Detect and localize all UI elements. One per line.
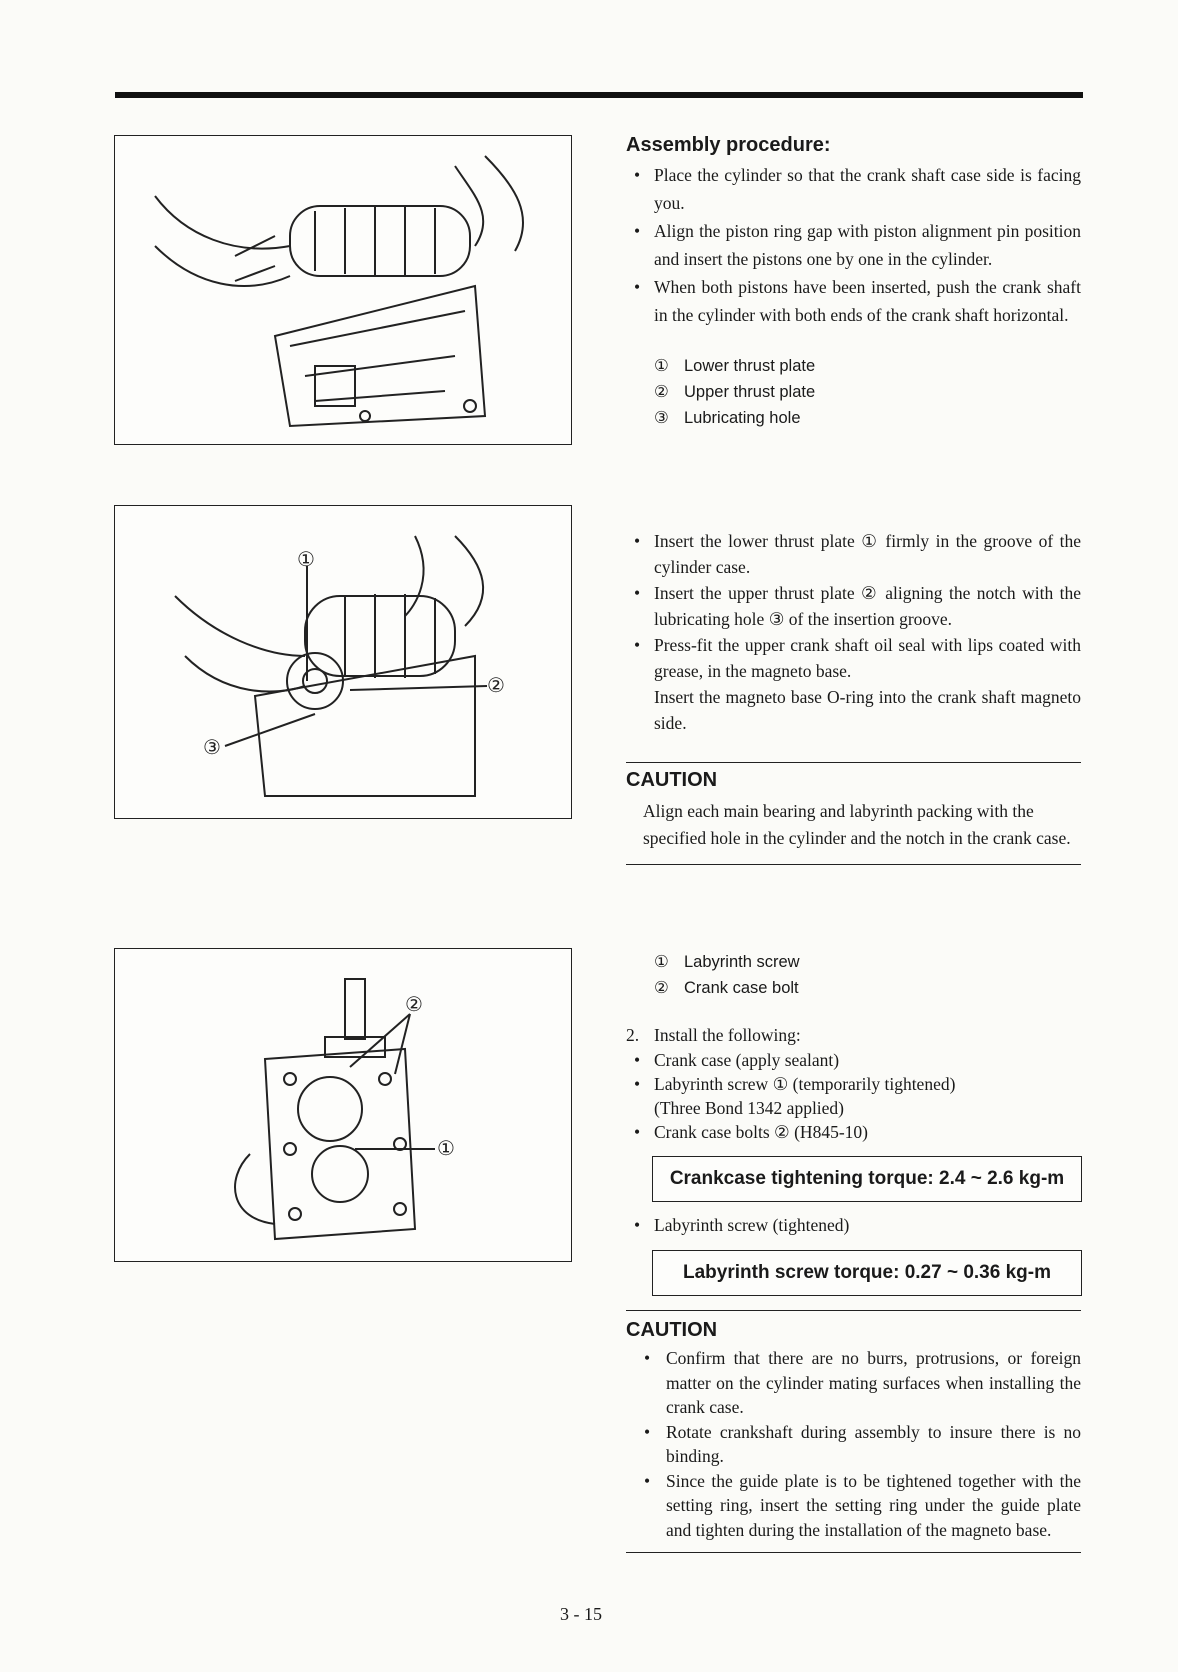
crankshaft-insertion-illustration <box>115 136 571 444</box>
legend-num: ① <box>654 357 669 375</box>
assembly-heading: Assembly procedure: <box>626 134 831 156</box>
item-labyrinth-tightened: • Labyrinth screw (tightened) <box>626 1211 1081 1239</box>
caution-burrs: • Confirm that there are no burrs, protrusions, or foreign matter on the cylinder mating surfaces when installing the crank case. <box>626 1346 1081 1420</box>
caution2-top-rule <box>626 1310 1081 1311</box>
legend-num: ② <box>654 979 669 997</box>
torque-box-labyrinth <box>652 1250 1082 1296</box>
bullet-press-fit-continuation: Insert the magneto base O-ring into the crank shaft magneto side. <box>654 687 1081 733</box>
leader-line-3 <box>225 714 315 746</box>
leader-line-2 <box>350 686 487 690</box>
item-list-2 <box>626 1211 1081 1239</box>
item-crank-case: • Crank case (apply sealant) <box>626 1048 1081 1072</box>
caution-bottom-rule <box>626 864 1081 865</box>
page-number: 3 - 15 <box>560 1604 602 1624</box>
legend-num: ③ <box>654 409 669 427</box>
item-labyrinth-screw <box>626 1072 1081 1120</box>
legend-lubricating-hole: Lubricating hole <box>684 409 801 427</box>
caution-text-1: Align each main bearing and labyrinth packing with the specified hole in the cylinder and the notch in the crank case. <box>643 801 1071 848</box>
crankcase-section <box>626 949 1081 1144</box>
caution-section-2 <box>626 1310 1081 1553</box>
top-rule <box>115 92 1083 98</box>
bullet-lower-thrust: • Insert the lower thrust plate ① firmly in the groove of the cylinder case. <box>626 528 1081 580</box>
legend-1 <box>626 353 1081 431</box>
fig2-callout-3: ③ <box>203 737 221 759</box>
thrust-plate-section <box>626 528 1081 865</box>
bullet-push-crankshaft: • When both pistons have been inserted, push the crank shaft in the cylinder with both ends of the crank shaft horizontal. <box>626 273 1081 329</box>
bullet-align-piston: • Align the piston ring gap with piston alignment pin position and insert the pistons one by one in the cylinder. <box>626 217 1081 273</box>
torque-crankcase: Crankcase tightening torque: 2.4 ~ 2.6 kg-m <box>669 1168 1065 1189</box>
fig2-callout-2: ② <box>487 675 505 697</box>
torque-labyrinth: Labyrinth screw torque: 0.27 ~ 0.36 kg-m <box>683 1262 1051 1283</box>
step-text: Install the following: <box>654 1025 801 1045</box>
caution-top-rule <box>626 762 1081 763</box>
legend-labyrinth-screw: Labyrinth screw <box>684 953 800 971</box>
legend-2 <box>626 949 1081 1001</box>
figure-crankcase-bolts <box>114 948 572 1262</box>
caution-rotate: • Rotate crankshaft during assembly to insure there is no binding. <box>626 1420 1081 1469</box>
fig3-callout-2: ② <box>405 994 423 1016</box>
fig2-callout-1: ① <box>297 549 315 571</box>
thrust-plates-illustration <box>115 506 571 818</box>
figure-thrust-plates <box>114 505 572 819</box>
item-labyrinth-note: (Three Bond 1342 applied) <box>654 1098 845 1118</box>
legend-num: ② <box>654 383 669 401</box>
legend-lower-thrust-plate: Lower thrust plate <box>684 357 816 375</box>
crankcase-bolts-illustration <box>115 949 571 1261</box>
bullet-place-cylinder: • Place the cylinder so that the crank shaft case side is facing you. <box>626 161 1081 217</box>
bullet-press-fit <box>626 632 1081 736</box>
caution-heading-1: CAUTION <box>626 769 718 791</box>
assembly-procedure-section <box>626 134 1081 431</box>
figure-crankshaft-insertion <box>114 135 572 445</box>
bullet-press-fit-text: Press-fit the upper crank shaft oil seal with lips coated with grease, in the magneto base. <box>654 635 1081 681</box>
step-2 <box>626 1023 1081 1048</box>
caution-guide-plate: • Since the guide plate is to be tightened together with the setting ring, insert the setting ring under the guide plate and tighten during the installation of the magneto base. <box>626 1469 1081 1543</box>
legend-num: ① <box>654 953 669 971</box>
caution-heading-2: CAUTION <box>626 1319 718 1341</box>
legend-crank-case-bolt: Crank case bolt <box>684 979 799 997</box>
fig3-callout-1: ① <box>437 1138 455 1160</box>
caution2-bottom-rule <box>626 1552 1081 1553</box>
bullet-upper-thrust: • Insert the upper thrust plate ② aligning the notch with the lubricating hole ③ of the insertion groove. <box>626 580 1081 632</box>
legend-upper-thrust-plate: Upper thrust plate <box>684 383 816 401</box>
item-labyrinth-text: Labyrinth screw ① (temporarily tightened) <box>654 1074 956 1094</box>
step-number: 2. <box>626 1025 640 1045</box>
item-crank-case-bolts: • Crank case bolts ② (H845-10) <box>626 1120 1081 1144</box>
torque-box-crankcase <box>652 1156 1082 1202</box>
